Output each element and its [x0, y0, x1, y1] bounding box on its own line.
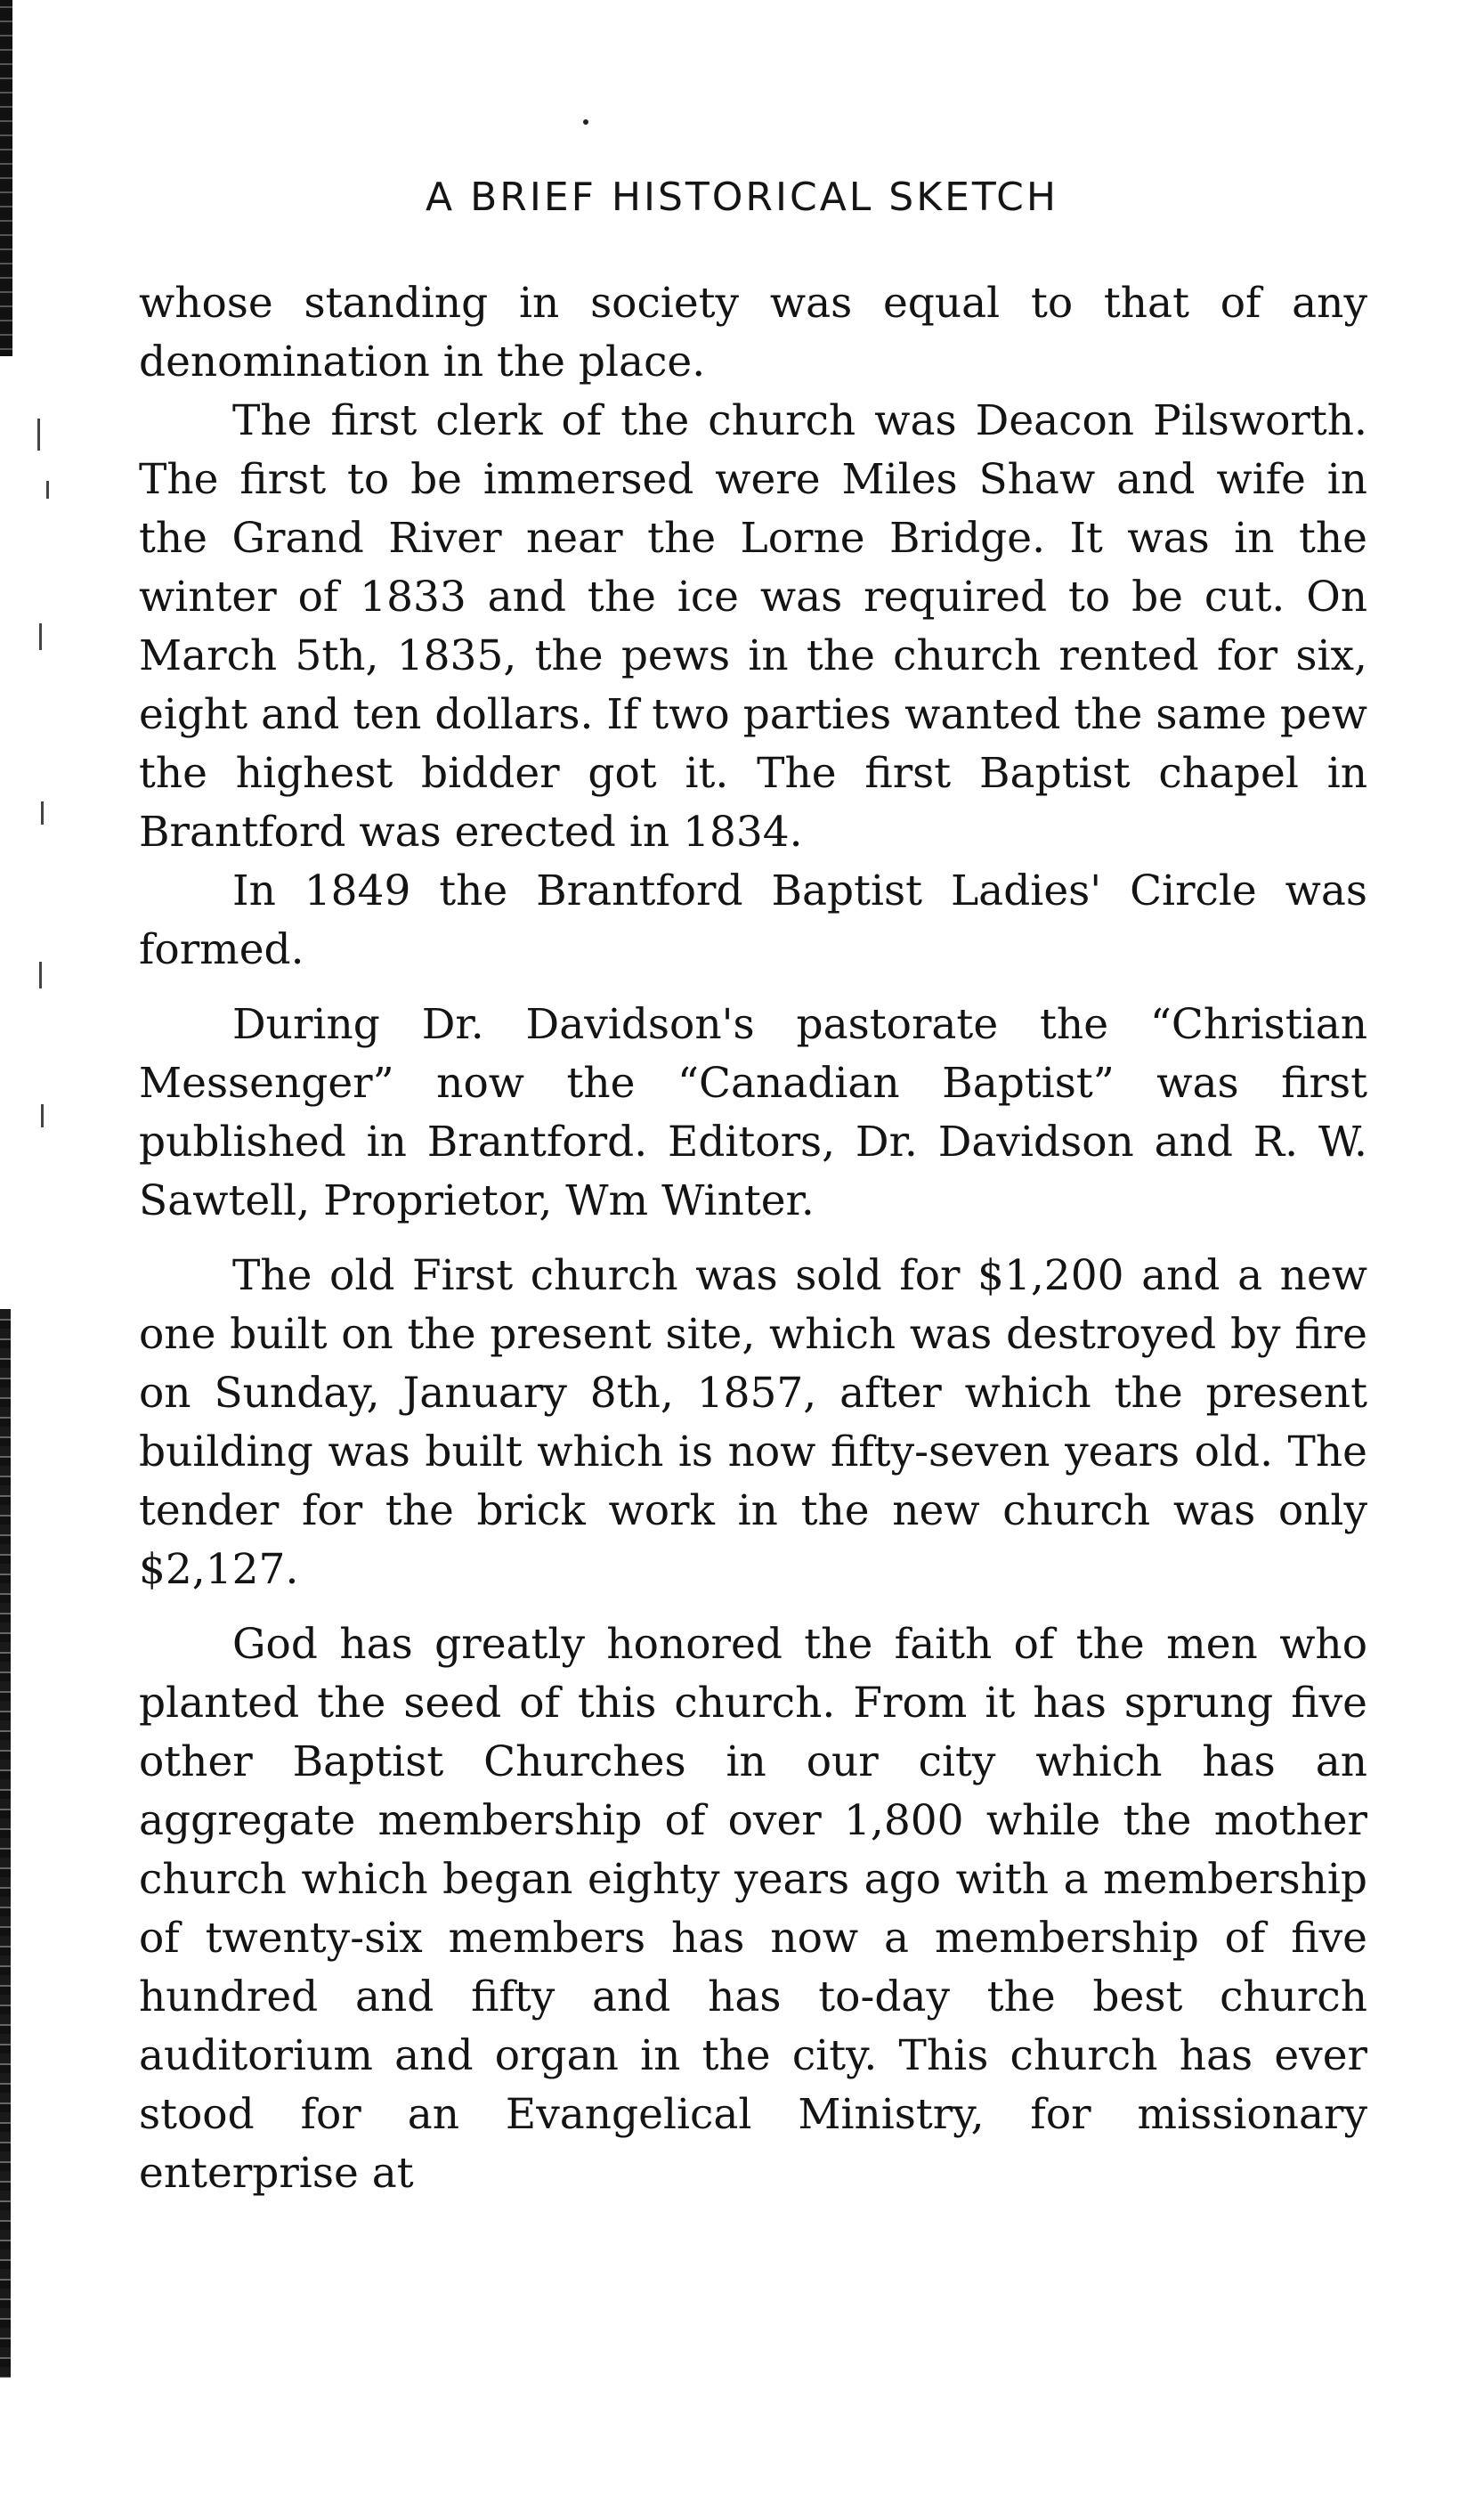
binding-mark: [46, 481, 49, 499]
paragraph: During Dr. Davidson's pastorate the “Christian Messenger” now the “Canadian Baptist” was first published in Brantford. Editors, Dr. Davidson and R. W. Sawtell, Proprietor, Wm Winter.: [139, 1000, 1367, 1225]
paragraph: God has greatly honored the faith of the men who planted the seed of this church. From it has sprung five other Baptist Churches in our city which has an aggregate membership of over 1,800 while the mother church which began eighty years ago with a membership of twenty-six members has now a membership of five hundred and fifty and has to-day the best church auditorium and organ in the city. This church has ever stood for an Evangelical Ministry, for missionary enterprise at: [139, 1620, 1367, 2198]
binding-mark: [39, 623, 42, 650]
page-binding-edge: [0, 0, 16, 2513]
body-text: [139, 274, 1367, 2203]
binding-mark: [39, 962, 42, 988]
binding-mark: [41, 1104, 44, 1127]
binding-mark: [41, 801, 44, 825]
paragraph: The old First church was sold for $1,200 and a new one built on the present site, which was destroyed by fire on Sunday, January 8th, 1857, after which the present building was built which is now fifty-seven years old. The tender for the brick work in the new church was only $2,127.: [139, 1251, 1367, 1594]
binding-shadow-bottom: [0, 1309, 11, 2378]
paragraph: The first clerk of the church was Deacon Pilsworth. The first to be immersed were Miles Shaw and wife in the Grand River near the Lorne Bridge. It was in the winter of 1833 and the ice was required to be cut. On March 5th, 1835, the pews in the church rented for six, eight and ten dollars. If two parties wanted the same pew the highest bidder got it. The first Baptist chapel in Brantford was erected in 1834.: [139, 396, 1367, 857]
page-speck: [583, 119, 588, 125]
paragraph: In 1849 the Brantford Baptist Ladies' Circle was formed.: [139, 866, 1367, 974]
binding-mark: [37, 419, 40, 451]
running-head: A BRIEF HISTORICAL SKETCH: [426, 175, 1058, 220]
paragraph: whose standing in society was equal to that of any denomination in the place.: [139, 279, 1367, 386]
